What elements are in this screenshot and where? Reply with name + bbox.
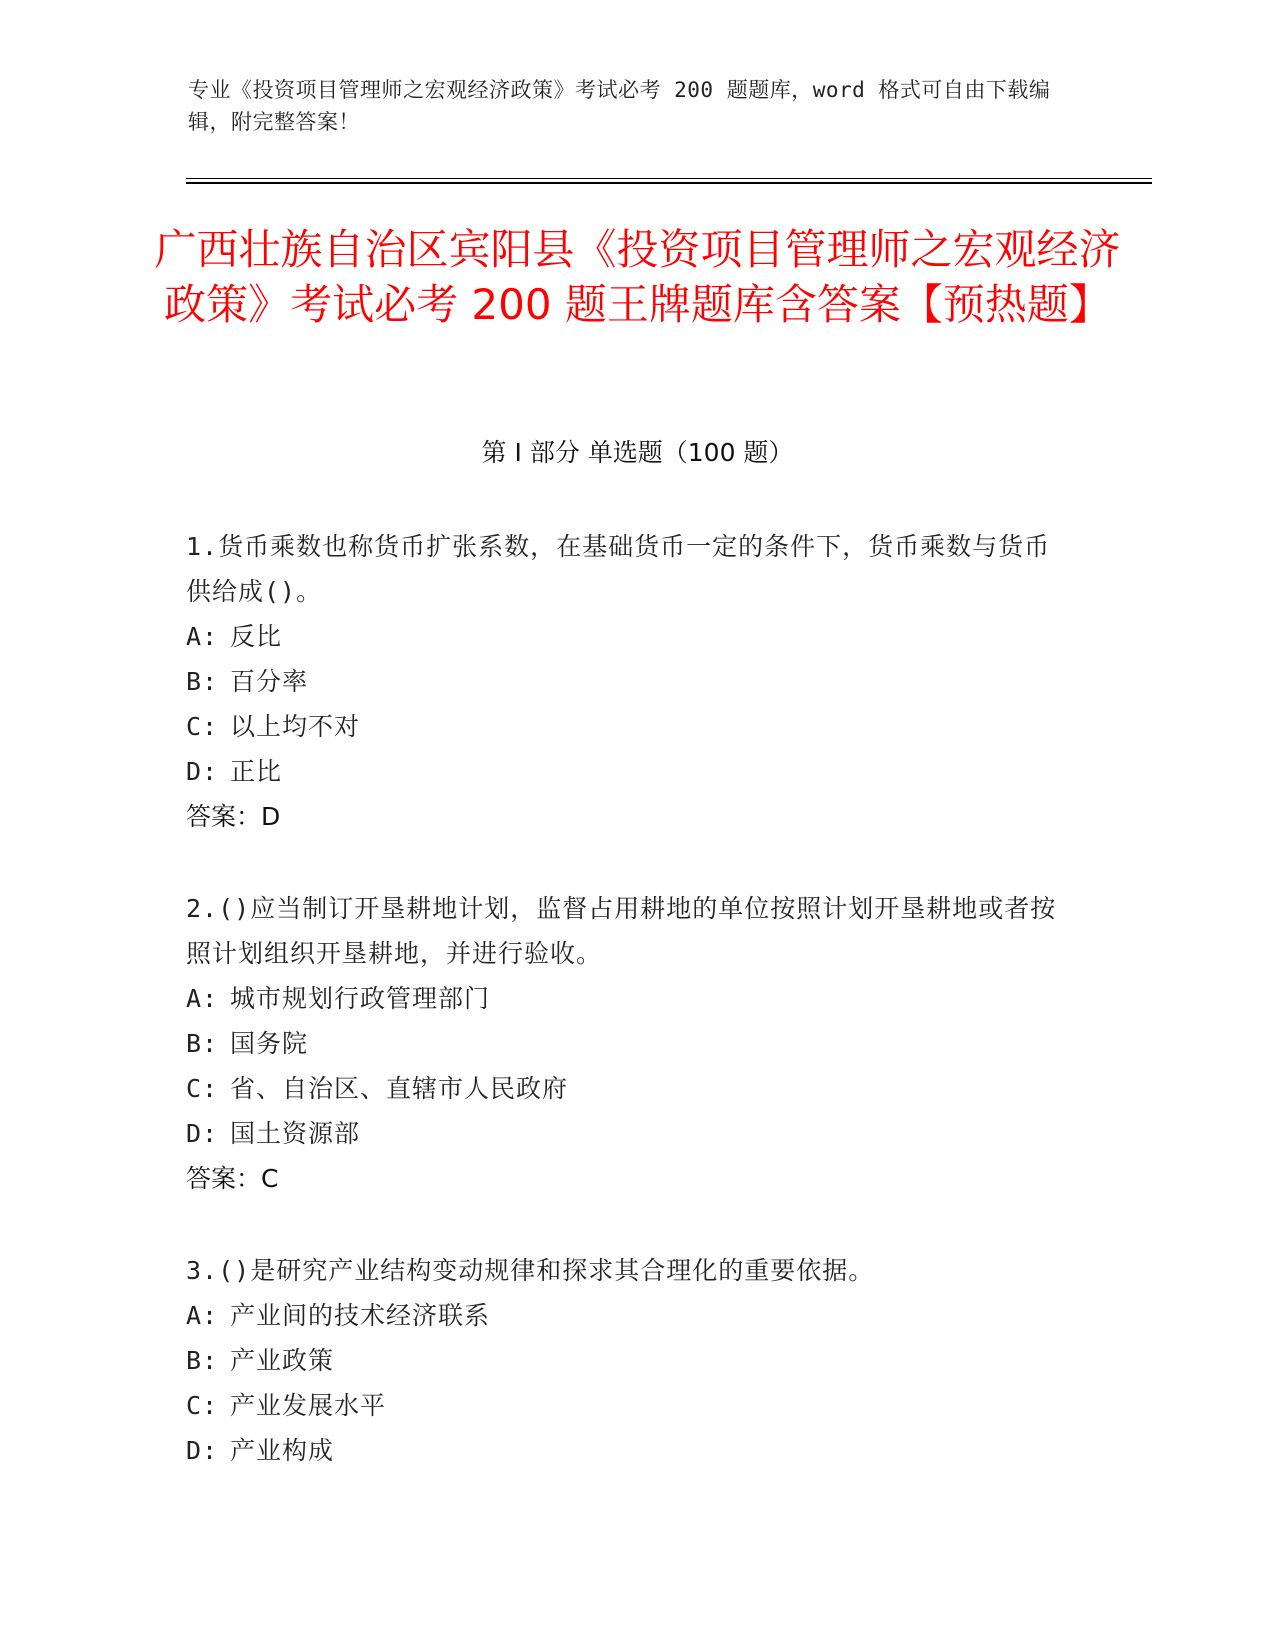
option-key: C: [186, 712, 219, 741]
question-answer: 答案：C [186, 1164, 279, 1193]
question-stem: 1.货币乘数也称货币扩张系数，在基础货币一定的条件下，货币乘数与货币供给成()。 [186, 532, 1051, 606]
header-note: 专业《投资项目管理师之宏观经济政策》考试必考 200 题题库，word 格式可自由下载编辑，附完整答案！ [188, 78, 1051, 134]
question-stem: 3.()是研究产业结构变动规律和探求其合理化的重要依据。 [186, 1256, 875, 1285]
option-key: B: [186, 1029, 219, 1058]
option-d [186, 1111, 1066, 1156]
option-c [186, 704, 1066, 749]
option-text: 反比 [230, 622, 283, 651]
option-d [186, 1428, 1066, 1473]
option-key: A: [186, 984, 219, 1013]
option-b [186, 659, 1066, 704]
option-c [186, 1066, 1066, 1111]
option-key: B: [186, 1346, 219, 1375]
option-key: D: [186, 757, 219, 786]
option-text: 产业发展水平 [230, 1391, 387, 1420]
question-2 [186, 886, 1066, 1201]
option-text: 百分率 [230, 667, 309, 696]
question-stem: 2.()应当制订开垦耕地计划，监督占用耕地的单位按照计划开垦耕地或者按照计划组织开垦耕地，并进行验收。 [186, 894, 1057, 968]
option-key: D: [186, 1436, 219, 1465]
option-a [186, 1293, 1066, 1338]
option-key: A: [186, 1301, 219, 1330]
option-b [186, 1021, 1066, 1066]
option-d [186, 749, 1066, 794]
document-title: 广西壮族自治区宾阳县《投资项目管理师之宏观经济政策》考试必考 200 题王牌题库含答案【预热题】 [154, 225, 1121, 329]
option-text: 以上均不对 [230, 712, 361, 741]
option-text: 产业构成 [230, 1436, 335, 1465]
option-key: C: [186, 1074, 219, 1103]
option-key: B: [186, 667, 219, 696]
option-text: 国务院 [230, 1029, 309, 1058]
question-answer: 答案：D [186, 802, 281, 831]
option-text: 产业政策 [230, 1346, 335, 1375]
option-b [186, 1338, 1066, 1383]
option-text: 国土资源部 [230, 1119, 361, 1148]
header-divider-thick [186, 182, 1152, 184]
option-key: C: [186, 1391, 219, 1420]
option-text: 正比 [230, 757, 283, 786]
section-title: 第 I 部分 单选题（100 题） [481, 438, 794, 467]
option-c [186, 1383, 1066, 1428]
option-text: 产业间的技术经济联系 [230, 1301, 491, 1330]
option-key: A: [186, 622, 219, 651]
option-text: 城市规划行政管理部门 [230, 984, 491, 1013]
header-divider-thin [186, 178, 1152, 179]
option-a [186, 614, 1066, 659]
question-1 [186, 524, 1066, 839]
question-3 [186, 1248, 1066, 1473]
option-a [186, 976, 1066, 1021]
option-text: 省、自治区、直辖市人民政府 [230, 1074, 569, 1103]
option-key: D: [186, 1119, 219, 1148]
